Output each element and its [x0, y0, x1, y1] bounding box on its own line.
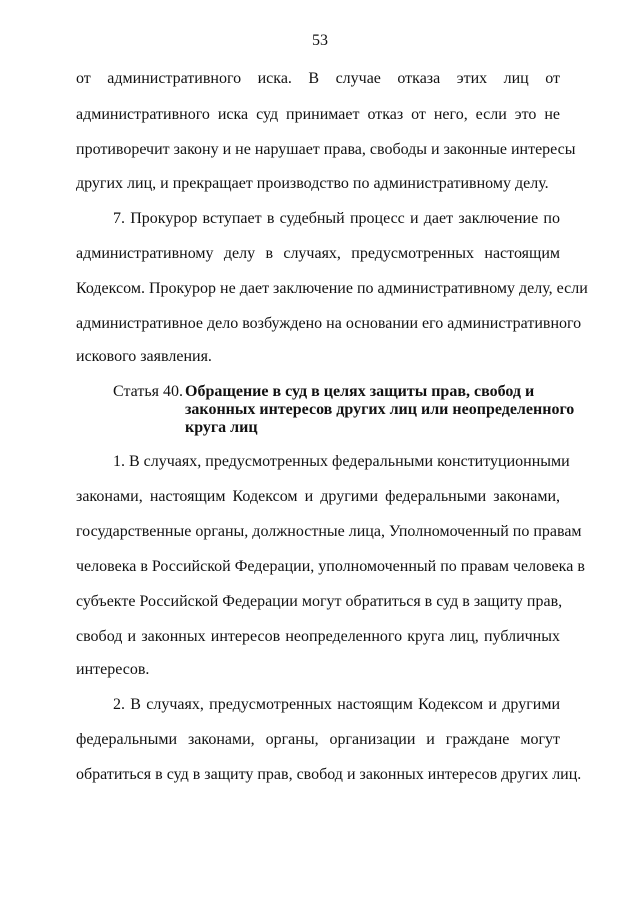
- article-label: Статья 40.: [113, 383, 183, 400]
- paragraph-line: федеральными законами, органы, организации и граждане могут: [76, 731, 560, 748]
- paragraph-line: административное дело возбуждено на основании его административного: [76, 315, 582, 332]
- paragraph-line: государственные органы, должностные лица, Уполномоченный по правам: [76, 523, 582, 540]
- paragraph-line: субъекте Российской Федерации могут обратиться в суд в защиту прав,: [76, 593, 563, 610]
- paragraph-line: искового заявления.: [76, 348, 212, 365]
- paragraph-line: свобод и законных интересов неопределенного круга лиц, публичных: [76, 628, 560, 645]
- paragraph-line: других лиц, и прекращает производство по административному делу.: [76, 175, 549, 192]
- paragraph-line: административного иска суд принимает отказ от него, если это не: [76, 106, 560, 123]
- paragraph-line: законами, настоящим Кодексом и другими федеральными законами,: [76, 488, 560, 505]
- paragraph-line: от административного иска. В случае отказа этих лиц от: [76, 70, 560, 87]
- paragraph-line: противоречит закону и не нарушает права, свободы и законные интересы: [76, 141, 576, 158]
- paragraph-line: человека в Российской Федерации, уполномоченный по правам человека в: [76, 558, 585, 575]
- paragraph-line: 7. Прокурор вступает в судебный процесс и дает заключение по: [113, 210, 560, 227]
- paragraph-line: 2. В случаях, предусмотренных настоящим Кодексом и другими: [113, 696, 560, 713]
- paragraph-line: Кодексом. Прокурор не дает заключение по административному делу, если: [76, 280, 588, 297]
- article-title-line: Обращение в суд в целях защиты прав, свобод и: [185, 383, 535, 400]
- paragraph-line: административному делу в случаях, предусмотренных настоящим: [76, 245, 560, 262]
- article-title-line: законных интересов других лиц или неопределенного: [185, 401, 575, 418]
- page-number: 53: [312, 32, 328, 49]
- paragraph-line: интересов.: [76, 661, 150, 678]
- paragraph-line: 1. В случаях, предусмотренных федеральными конституционными: [113, 453, 570, 470]
- article-title-line: круга лиц: [185, 419, 258, 436]
- paragraph-line: обратиться в суд в защиту прав, свобод и законных интересов других лиц.: [76, 766, 582, 783]
